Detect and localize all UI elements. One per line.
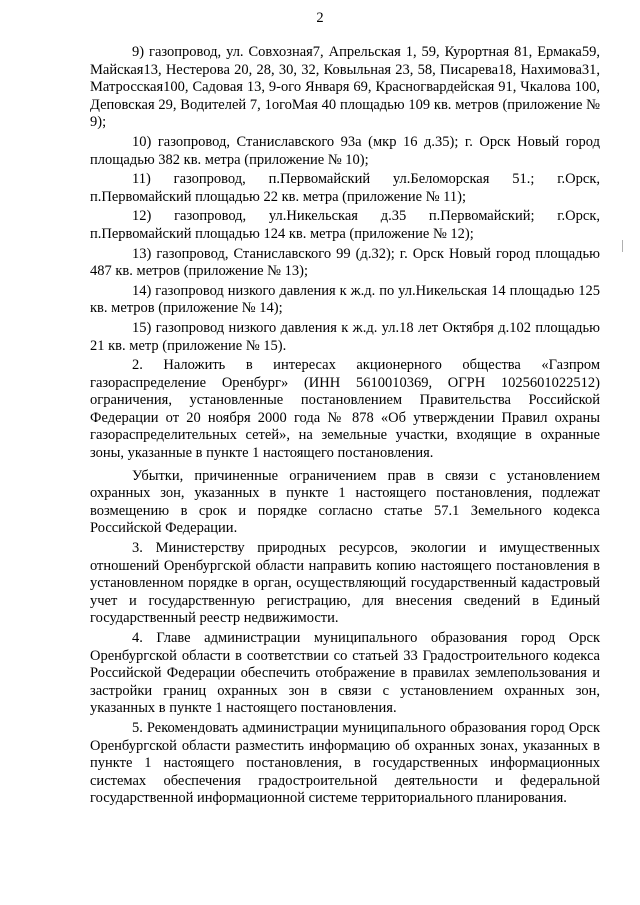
paragraph-item-9: 9) газопровод, ул. Совхозная7, Апрельская 1, 59, Курортная 81, Ермака59, Майская13, Нестерова 20, 28, 30, 32, Ковыльная 23, 58, Писарева18, Нахимова31, Матросская100, Садовая 13, 9-ого Января 69, Красногвардейская 91, Чкалова 100, Деповская 29, Водителей 7, 1огоМая 40 площадью 109 кв. метров (приложение № 9); xyxy=(90,44,600,131)
paragraph-losses: Убытки, причиненные ограничением прав в связи с установлением охранных зон, указанных в пункте 1 настоящего постановления, подлежат возмещению в срок и порядке согласно статье 57.1 Земельного кодекса Российской Федерации. xyxy=(90,467,600,537)
paragraph-item-15: 15) газопровод низкого давления к ж.д. ул.18 лет Октября д.102 площадью 21 кв. метр (приложение № 15). xyxy=(90,319,600,354)
paragraph-section-4: 4. Главе администрации муниципального образования город Орск Оренбургской области в соответствии со статьей 33 Градостроительного кодекса Российской Федерации обеспечить отображение в правилах землепользования и застройки границ охранных зон в связи с установлением охранных зон, указанных в пункте 1 настоящего постановления. xyxy=(90,630,600,717)
paragraph-section-3: 3. Министерству природных ресурсов, экологии и имущественных отношений Оренбургской области направить копию настоящего постановления в установленном порядке в орган, осуществляющий государственный кадастровый учет и государственную регистрацию, для внесения сведений в Единый государственный реестр недвижимости. xyxy=(90,540,600,627)
paragraph-item-13: 13) газопровод, Станиславского 99 (д.32); г. Орск Новый город площадью 487 кв. метров (приложение № 13); xyxy=(90,245,600,280)
document-body xyxy=(90,44,600,810)
paragraph-item-12: 12) газопровод, ул.Никельская д.35 п.Первомайский; г.Орск, п.Первомайский площадью 124 кв. метра (приложение № 12); xyxy=(90,208,600,242)
page-number: 2 xyxy=(316,10,324,26)
paragraph-item-11: 11) газопровод, п.Первомайский ул.Беломорская 51.; г.Орск, п.Первомайский площадью 22 кв. метра (приложение № 11); xyxy=(90,171,600,205)
paragraph-section-5: 5. Рекомендовать администрации муниципального образования город Орск Оренбургской области разместить информацию об охранных зонах, указанных в пункте 1 настоящего постановления, в государственных информационных системах обеспечения градостроительной деятельности и федеральной государственной информационной системе территориального планирования. xyxy=(90,719,600,807)
paragraph-section-2: 2. Наложить в интересах акционерного общества «Газпром газораспределение Оренбург» (ИНН 5610010369, ОГРН 1025601022512) ограничения, установленные постановлением Правительства Российской Федерации от 20 ноября 2000 года № 878 «Об утверждении Правил охраны газораспределительных сетей», на земельные участки, входящие в охранные зоны, указанные в пункте 1 настоящего постановления. xyxy=(90,357,600,462)
paragraph-item-10: 10) газопровод, Станиславского 93а (мкр 16 д.35); г. Орск Новый город площадью 382 кв. метра (приложение № 10); xyxy=(90,133,600,168)
scan-margin-mark xyxy=(622,240,623,252)
paragraph-item-14: 14) газопровод низкого давления к ж.д. по ул.Никельская 14 площадью 125 кв. метров (приложение № 14); xyxy=(90,282,600,317)
